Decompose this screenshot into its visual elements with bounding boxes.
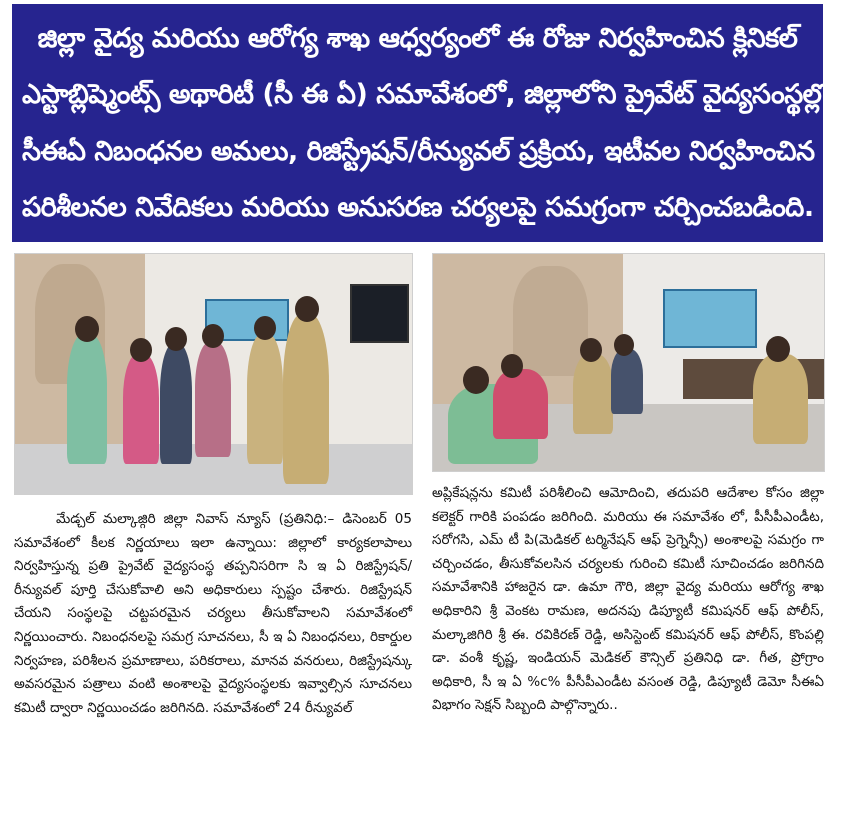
person bbox=[67, 334, 107, 464]
person-head bbox=[614, 334, 634, 356]
person bbox=[247, 334, 283, 464]
article-text: అప్లికేషన్లను కమిటీ పరిశీలించి ఆమోదించి, తదుపరి ఆదేశాల కోసం జిల్లా కలెక్టర్ గారికి పంపడం జరిగింది. మరియు ఈ సమావేశం లో, పీసీపీఎండీట, సరోగసి, ఎమ్ టీ పి(మెడికల్ టర్మినేషన్ ఆఫ్ ప్రెగ్నెన్సీ) అంశాలపై సమగ్రం గా చర్చించడం, తీసుకోవలసిన చర్యలకు గురించి కమిటీ సూచించడం జరిగినది సమావేశానికి హాజరైన డా. ఉమా గౌరి, జిల్లా వైద్య మరియు ఆరోగ్య శాఖ అధికారిని శ్రీ వెంకట రామణ, అదనపు డిప్యూటీ కమిషనర్ ఆఫ్ పోలీస్, మల్కాజిగిరి శ్రీ ఈ. రవికిరణ్ రెడ్డి, అసిస్టెంట్ కమిషనర్ ఆఫ్ పోలీస్, కొంపల్లి డా. వంశీ కృష్ణ, ఇండియన్ మెడికల్ కౌన్సిల్ ప్రతినిధి డా. గీత, ప్రోగ్రాం అధికారి, సీ ఇ ఏ %c% పీసీపీఎండీట వసంత రెడ్డి, డిప్యూటీ డెమో సీఈఏ విభాగం సెక్షన్ సిబ్బంది పాల్గొన్నారు.. bbox=[432, 485, 824, 714]
person-head bbox=[130, 338, 152, 362]
person-head bbox=[766, 336, 790, 362]
headline-banner bbox=[12, 4, 830, 242]
person bbox=[573, 354, 613, 434]
person-head bbox=[295, 296, 319, 322]
tv-screen bbox=[350, 284, 409, 343]
headline-line: జిల్లా వైద్య మరియు ఆరోగ్య శాఖ ఆధ్వర్యంలో ఈ రోజు నిర్వహించిన క్లినికల్ bbox=[37, 22, 798, 54]
person bbox=[195, 342, 231, 457]
person bbox=[611, 349, 643, 414]
person-head bbox=[463, 366, 489, 394]
meeting-photo bbox=[432, 253, 825, 472]
banner bbox=[663, 289, 757, 348]
person bbox=[123, 354, 159, 464]
person-head bbox=[165, 327, 187, 351]
person bbox=[753, 354, 808, 444]
person bbox=[493, 369, 548, 439]
person bbox=[283, 314, 329, 484]
headline-line: పరిశీలనల నివేదికలు మరియు అనుసరణ చర్యలపై సమగ్రంగా చర్చించబడింది. bbox=[22, 192, 814, 224]
headline-line: ఎస్టాబ్లిష్మెంట్స్ అథారిటీ (సీ ఈ ఏ) సమావేశంలో, జిల్లాలోని ప్రైవేట్ వైద్యసంస్థల్లో bbox=[22, 79, 830, 111]
person bbox=[160, 344, 192, 464]
person-head bbox=[580, 338, 602, 362]
article-text: మేడ్చల్ మల్కాజ్గిరి జిల్లా నివాస్ న్యూస్ (ప్రతినిధి:– డిసెంబర్ 05 సమావేశంలో కీలక నిర్ణయాలు ఇలా ఉన్నాయి: జిల్లాలో కార్యకలాపాలు నిర్వహిస్తున్న ప్రతి ప్రైవేట్ వైద్యసంస్థ తప్పనిసరిగా సి ఇ ఏ రిజిస్ట్రేషన్/రీన్యువల్ పూర్తి చేసుకోవాలి అని అధికారులు స్పష్టం చేశారు. రిజిస్ట్రేషన్ చేయని సంస్థలపై చట్టపరమైన చర్యలు తీసుకోవాలని సమావేశంలో నిర్ణయించారు. నిబంధనలపై సమగ్ర సూచనలు, సీ ఇ ఏ నిబంధనలు, రికార్డుల నిర్వహణ, పరిశీలన ప్రమాణాలు, పరికరాలు, మానవ వనరులు, రిజిస్ట్రేషన్కు అవసరమైన పత్రాలు వంటి అంశాలపై వైద్యసంస్థలకు ఇవ్వాల్సిన సూచనలు కమిటీ ద్వారా నిర్ణయించడం జరిగినది. సమావేశంలో 24 రీన్యువల్ bbox=[14, 511, 412, 716]
group-photo bbox=[14, 253, 413, 495]
person-head bbox=[202, 324, 224, 348]
buddha-statue bbox=[513, 266, 588, 376]
person-head bbox=[501, 354, 523, 378]
article-column-left bbox=[14, 508, 412, 720]
person-head bbox=[254, 316, 276, 340]
person-head bbox=[75, 316, 99, 342]
article-column-right bbox=[432, 482, 824, 718]
headline-line: సీఈఏ నిబంధనల అమలు, రిజిస్ట్రేషన్/రీన్యువల్ ప్రక్రియ, ఇటీవల నిర్వహించిన bbox=[22, 135, 815, 167]
